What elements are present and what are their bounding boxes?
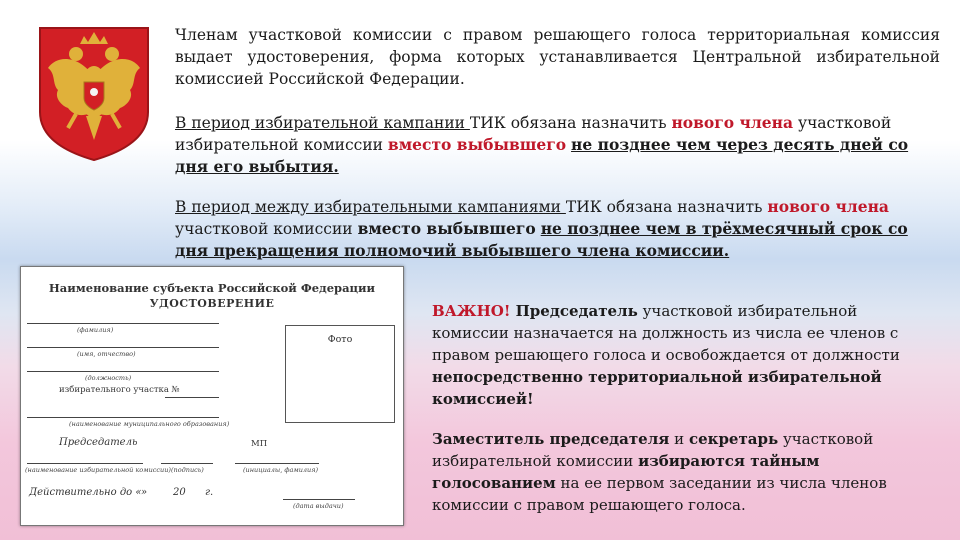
issue-date-caption: (дата выдачи) (293, 502, 344, 510)
certificate-region-title: Наименование субъекта Российской Федерации (48, 281, 376, 295)
deputy-and: и (669, 430, 689, 448)
issue-date-line (283, 499, 355, 500)
certificate-form (20, 266, 404, 526)
valid-quote: » (141, 487, 148, 498)
between-tik-obliged: ТИК обязана назначить (565, 198, 768, 216)
precinct-number-line (165, 397, 219, 398)
surname-line (27, 323, 219, 324)
campaign-instead-of-retired: вместо выбывшего (387, 135, 567, 154)
position-line (27, 371, 219, 372)
paragraph-certificates-text: Членам участковой комиссии с правом решающего голоса территориальная комиссия выдает удостоверения, форма которых устанавливается Центральной избирательной комиссией Российской Федерации. (175, 26, 940, 88)
between-new-member: нового члена (767, 197, 889, 216)
name-caption: (имя, отчество) (77, 350, 136, 358)
stamp-label: МП (251, 439, 268, 449)
municipality-caption: (наименование муниципального образования) (69, 420, 230, 428)
secretary-term: секретарь (688, 430, 779, 448)
campaign-new-member: нового члена (671, 113, 794, 132)
paragraph-certificates (175, 24, 940, 90)
valid-year-suffix: г. (205, 487, 214, 498)
paragraph-campaign-period (175, 112, 940, 178)
between-deadline: не позднее чем в трёхмесячный срок со дня прекращения полномочий выбывшего члена комиссии. (175, 219, 908, 260)
initials-line (235, 463, 319, 464)
certificate-heading: УДОСТОВЕРЕНИЕ (149, 297, 275, 310)
precinct-label: избирательного участка № (59, 385, 180, 395)
deputy-rest-text: на ее первом заседании из числа членов комиссии с правом решающего голоса. (432, 474, 887, 514)
deputy-secretary-note (432, 428, 932, 516)
campaign-commission: участковой избирательной комиссии (175, 114, 892, 154)
photo-box (285, 325, 395, 423)
deputy-commission-text: участковой избирательной комиссии (432, 430, 874, 470)
campaign-deadline: не позднее чем через десять дней со дня его выбытия. (175, 135, 909, 176)
russian-coat-of-arms-icon (36, 24, 152, 162)
between-commission: участковой комиссии (175, 220, 358, 238)
initials-caption: (инициалы, фамилия) (243, 466, 319, 474)
commission-line (27, 463, 143, 464)
paragraph-between-campaigns (175, 196, 940, 262)
between-campaigns-heading: В период между избирательными кампаниями (175, 198, 566, 216)
important-note (432, 300, 932, 410)
valid-until-label: Действительно до « (29, 487, 142, 498)
deputy-term: Заместитель председателя (432, 430, 670, 448)
name-line (27, 347, 219, 348)
signature-caption: (подпись) (171, 466, 204, 474)
campaign-period-heading: В период избирательной кампании (175, 114, 470, 132)
position-caption: (должность) (85, 374, 132, 382)
secret-ballot-term: избираются тайным голосованием (432, 452, 820, 492)
chairman-appointment-text: участковой избирательной комиссии назначается на должность из числа ее членов с правом решающего голоса и освобождается от должности (432, 302, 900, 364)
chairman-dismissal-authority: непосредственно территориальной избирательной комиссией! (432, 368, 882, 408)
between-instead-of-retired: вместо выбывшего (357, 219, 536, 238)
photo-label: Фото (327, 334, 353, 345)
signature-line (161, 463, 213, 464)
important-label: ВАЖНО! (432, 302, 516, 320)
chairman-term: Председатель (515, 302, 638, 320)
municipality-line (27, 417, 219, 418)
valid-year: 20 (173, 487, 186, 498)
chair-label: Председатель (59, 437, 138, 448)
surname-caption: (фамилия) (77, 326, 114, 334)
campaign-tik-obliged: ТИК обязана назначить (469, 114, 672, 132)
commission-caption: (наименование избирательной комиссии) (25, 466, 171, 474)
